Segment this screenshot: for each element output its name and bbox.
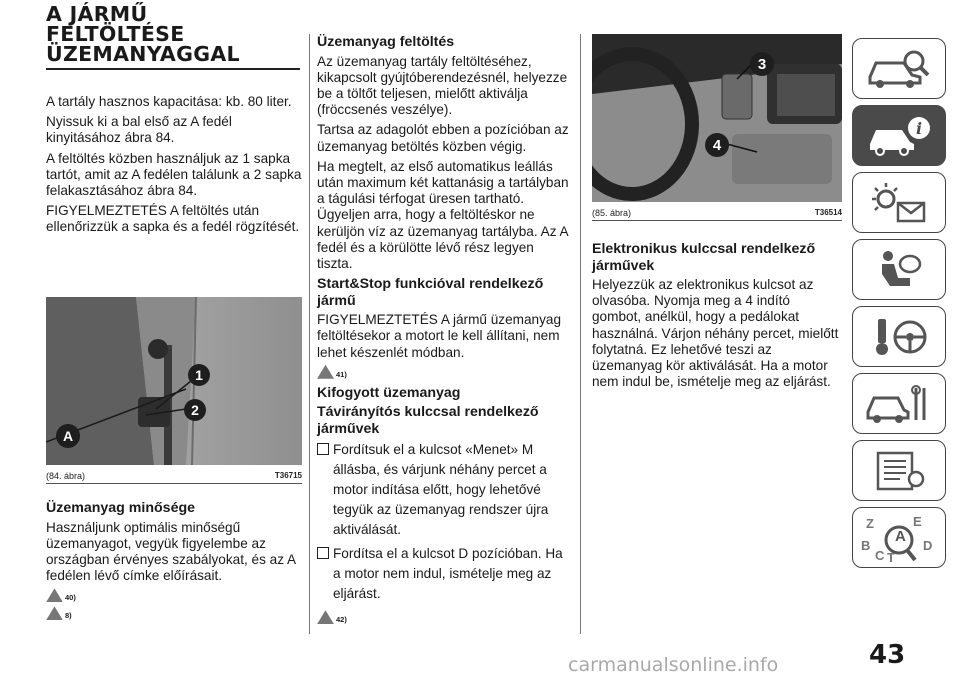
figure-number: (84. ábra) (46, 471, 86, 481)
tab-car-info[interactable] (852, 105, 946, 166)
warning-ref-42 (317, 610, 572, 624)
section-title (46, 4, 300, 70)
figure-code: T36514 (814, 208, 842, 217)
column-divider (309, 34, 310, 634)
airbag-seat-icon (864, 248, 934, 292)
heading-electronic-key: Elektronikus kulccsal rendelkező járművek (592, 241, 816, 274)
watermark: carmanualsonline.info (568, 654, 779, 676)
light-message-icon (864, 181, 934, 225)
tab-maintenance[interactable] (852, 373, 946, 434)
svg-text:i: i (915, 118, 923, 138)
heading-fuel-quality: Üzemanyag minősége (46, 500, 196, 516)
warning-ref-40 (46, 588, 302, 602)
warning-triangle-icon (46, 588, 63, 602)
index-letter: D (923, 538, 933, 553)
step-2 (317, 544, 572, 608)
step-1-text: Fordítsuk el a kulcsot «Menet» M állásba, és várjunk néhány percet a motor indítása előtt, hogy lehetővé tegyük az üzemanyag rendszer újra aktiválását. (333, 442, 549, 538)
heading-start-stop: Start&Stop funkcióval rendelkező jármű (317, 276, 544, 309)
column-2 (317, 34, 572, 628)
heading-remote-key: Távirányítós kulccsal rendelkező járművek (317, 404, 539, 437)
tab-technical-data[interactable] (852, 440, 946, 501)
cap-holder-text: A feltöltés közben használjuk az 1 sapka tartót, amit az A fedélen találunk a 2 sapka felakasztásához ábra 84. (46, 150, 302, 199)
callout-2: 2 (184, 399, 206, 421)
figure-85-caption (592, 208, 842, 221)
index-letter: A (895, 528, 906, 545)
figure-number: (85. ábra) (592, 208, 632, 218)
key-steering-wheel-icon (864, 315, 934, 359)
tab-car-search[interactable] (852, 38, 946, 99)
title-line-3: ÜZEMANYAGGAL (46, 42, 240, 66)
car-tools-icon (864, 382, 934, 426)
warning-ref-41 (317, 365, 572, 379)
figure-code: T36715 (274, 471, 302, 480)
figure-85-dashboard (592, 34, 842, 202)
heading-out-of-fuel: Kifogyott üzemanyag (317, 384, 461, 401)
callout-A: A (56, 424, 80, 448)
checkbox-icon (317, 443, 329, 455)
heading-refuelling: Üzemanyag feltöltés (317, 34, 455, 50)
warning-triangle-icon (46, 606, 63, 620)
warning-ref-label: 42) (336, 615, 347, 625)
figure-84-fuel-flap (46, 297, 302, 465)
tab-index[interactable] (852, 507, 946, 568)
refuel-text-1: Az üzemanyag tartály feltöltéséhez, kikapcsolt gyújtóberendezésnél, helyezze be a töltőt teljesen, mielőtt aktiválja (fröccsenés veszélye). (317, 53, 568, 118)
checkbox-icon (317, 547, 329, 559)
column-3 (592, 241, 842, 394)
callout-4: 4 (705, 133, 729, 157)
warning-triangle-icon (317, 610, 334, 624)
index-letter: C (875, 548, 885, 563)
start-stop-warning: FIGYELMEZTETÉS A jármű üzemanyag feltöltésekor a motort le kell állítani, nem lehet készenlét módban. (317, 312, 562, 360)
page-number: 43 (869, 640, 906, 670)
title-line-1: A JÁRMŰ (46, 2, 148, 26)
step-1 (317, 440, 572, 544)
refuel-text-3: Ha megtelt, az első automatikus leállás után maximum két kattanásig a tartályban a tágulási térfogat üresen tartható. Ügyeljen arra, hogy a feltöltéskor ne kerüljön víz az üzemanyag tartályba. Az A fedél és a körülötte lévő rész legyen tiszta. (317, 158, 569, 271)
warning-text-1: FIGYELMEZTETÉS A feltöltés után ellenőrizzük a sapka és a fedél rögzítését. (46, 203, 300, 235)
car-search-icon (864, 47, 934, 91)
fuel-quality-section (46, 500, 302, 624)
figure-84-caption (46, 471, 302, 484)
capacity-text: A tartály hasznos kapacitása: kb. 80 liter. (46, 94, 292, 109)
tab-lights-messages[interactable] (852, 172, 946, 233)
tab-starting-driving[interactable] (852, 306, 946, 367)
callout-1: 1 (188, 364, 210, 386)
warning-ref-label: 8) (65, 611, 72, 621)
index-letter: Z (866, 516, 874, 531)
index-letter: E (913, 514, 922, 529)
data-list-icon (864, 449, 934, 493)
column-1-intro (46, 94, 302, 240)
warning-ref-label: 41) (336, 369, 347, 379)
title-line-2: FELTÖLTÉSE (46, 22, 185, 46)
warning-triangle-icon (317, 365, 334, 379)
index-letter: B (861, 538, 871, 553)
step-2-text: Fordítsa el a kulcsot D pozícióban. Ha a motor nem indul, ismételje meg az eljárást. (333, 546, 563, 602)
warning-ref-8 (46, 606, 302, 620)
callout-3: 3 (750, 52, 774, 76)
index-letter: T (887, 550, 895, 565)
electronic-key-text: Helyezzük az elektronikus kulcsot az olvasóba. Nyomja meg a 4 indító gombot, anélkül, hogy a pedálokat használná. Várjon néhány percet, mielőtt folytatná. Ez lehetővé teszi az üzemanyag kör aktiválását. Ha a motor nem indul be, ismételje meg az eljárást. (592, 277, 839, 390)
open-flap-text: Nyissuk ki a bal első az A fedél kinyitásához ábra 84. (46, 114, 232, 146)
car-info-icon (864, 114, 934, 158)
tab-safety[interactable] (852, 239, 946, 300)
column-divider (580, 34, 581, 634)
warning-ref-label: 40) (65, 593, 76, 603)
refuel-text-2: Tartsa az adagolót ebben a pozícióban az üzemanyag betöltés közben végig. (317, 122, 569, 154)
fuel-quality-text: Használjunk optimális minőségű üzemanyagot, vegyük figyelembe az országban érvényes szabályokat, és az A fedélen lévő címke előírásait. (46, 519, 296, 584)
